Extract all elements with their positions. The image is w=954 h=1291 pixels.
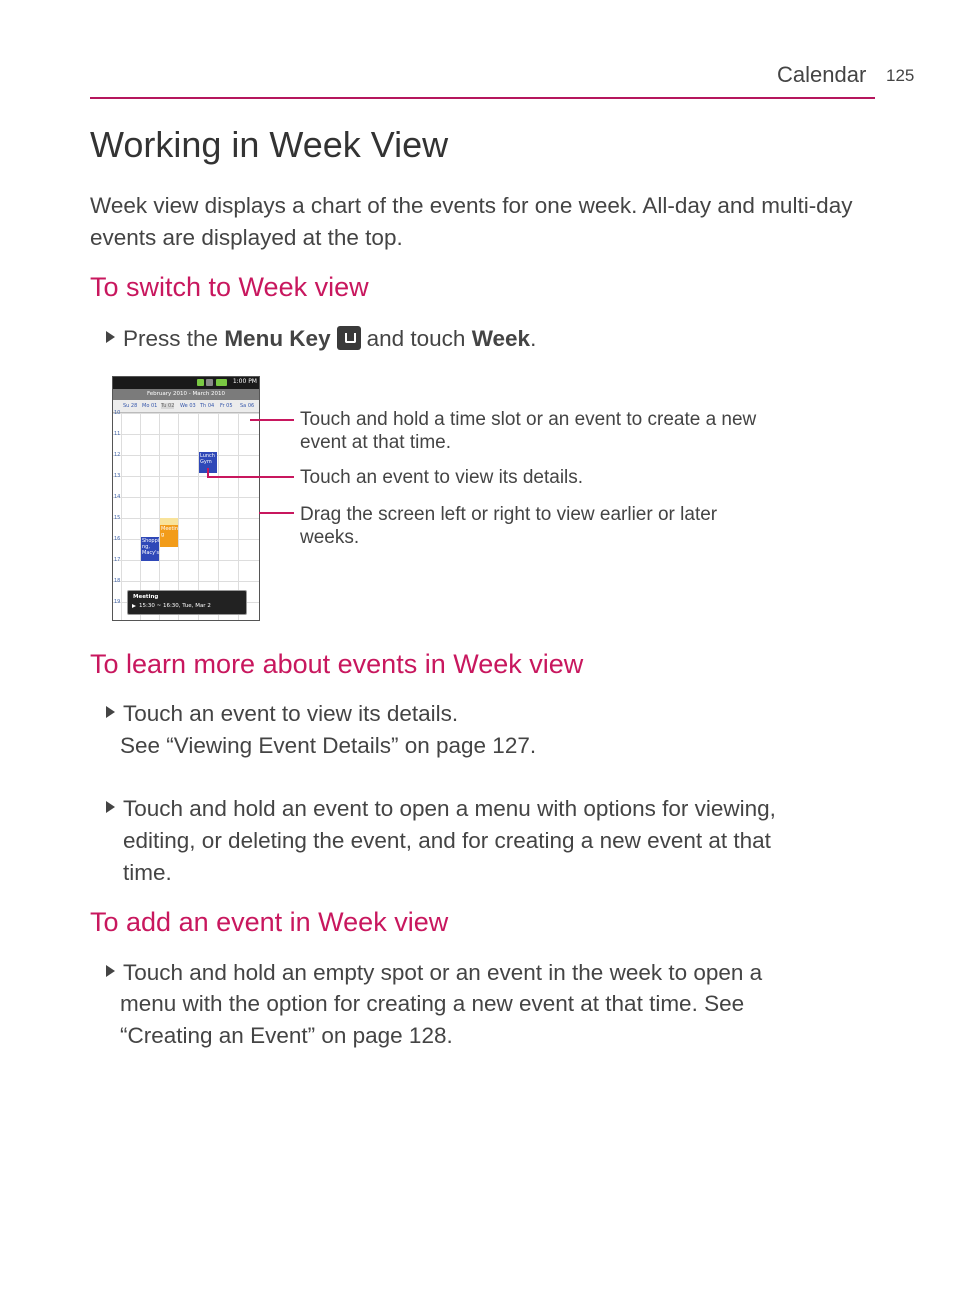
page-title: Working in Week View [90,124,449,165]
hour-label: 13 [114,473,121,479]
week-label: Week [471,326,531,351]
hour-label: 18 [114,578,121,584]
event-meeting[interactable]: Meetin g [160,525,178,547]
grid-vline [159,413,160,620]
grid-vline [198,413,199,620]
heading-switch-week-view: To switch to Week view [90,272,369,302]
day-label: Th 04 [200,403,215,409]
hour-label: 15 [114,515,121,521]
running-head: Calendar [777,62,867,87]
bullet-arrow-icon [106,801,115,813]
day-label: Mo 01 [142,403,158,409]
heading-learn-events: To learn more about events in Week view [90,649,584,679]
signal-icon [197,379,204,386]
callout-drag-screen: Drag the screen left or right to view earlier or later weeks. [300,504,718,548]
time-grid [113,410,259,620]
learn-bullet-2-line2: editing, or deleting the event, and for creating a new event at that [123,828,771,853]
hour-label: 10 [114,410,121,416]
popup-title: Meeting [133,594,159,600]
learn-bullet-1: Touch an event to view its details. [106,698,458,730]
hour-label: 14 [114,494,121,500]
learn-bullet-1-cont: See “Viewing Event Details” on page 127. [120,733,537,758]
bullet-arrow-icon [106,706,115,718]
day-label: Su 28 [123,403,138,409]
bullet-arrow-icon [106,965,115,977]
callout-line-drag [259,512,294,514]
grid-vline [140,413,141,620]
page-number: 125 [886,66,915,85]
callout-line-details-riser [207,468,209,478]
week-view-screenshot [112,376,260,621]
date-range-bar: February 2010 - March 2010 [113,389,259,400]
grid-vline [121,413,122,620]
network-icon [206,379,213,386]
hour-label: 12 [114,452,121,458]
bullet-arrow-icon [106,331,115,343]
grid-vline [178,413,179,620]
popup-time: 15:30 ~ 16:30, Tue, Mar 2 [139,603,211,609]
battery-icon [216,379,227,386]
hour-label: 11 [114,431,121,437]
day-label: We 03 [180,403,196,409]
heading-add-event: To add an event in Week view [90,907,449,937]
menu-key-label: Menu Key [224,326,331,351]
callout-create-event: Touch and hold a time slot or an event to create a new event at that time. [300,409,757,453]
event-lunch-gym[interactable]: Lunch Gym [199,452,217,473]
day-label: Fr 05 [220,403,233,409]
add-bullet-line2: menu with the option for creating a new event at that time. See [120,991,745,1016]
callout-view-details: Touch an event to view its details. [300,467,584,488]
learn-bullet-2-line3: time. [123,860,172,885]
day-label: Sa 06 [240,403,255,409]
event-popup[interactable] [127,590,247,615]
day-header-row [113,400,259,413]
add-bullet-line3: “Creating an Event” on page 128. [120,1023,453,1048]
switch-bullet: Press the Menu Key and touch Week. [106,323,536,355]
hour-label: 17 [114,557,121,563]
callout-line-details [208,476,294,478]
event-shopping[interactable]: Shoppi ng, Macy's [141,537,159,561]
grid-vline [218,413,219,620]
intro-paragraph: Week view displays a chart of the events for one week. All-day and multi-day events are displayed at the top. [90,193,853,250]
callout-line-create [250,419,294,421]
status-time: 1:00 PM [232,378,257,385]
add-bullet: Touch and hold an empty spot or an event in the week to open a [106,957,762,989]
grid-vline [238,413,239,620]
menu-key-icon [337,326,361,350]
learn-bullet-2: Touch and hold an event to open a menu with options for viewing, [106,793,776,825]
hour-label: 16 [114,536,121,542]
status-bar [113,377,259,389]
play-icon [132,604,136,608]
hour-label: 19 [114,599,121,605]
header-rule [90,97,875,99]
day-label-today: Tu 02 [161,403,175,409]
